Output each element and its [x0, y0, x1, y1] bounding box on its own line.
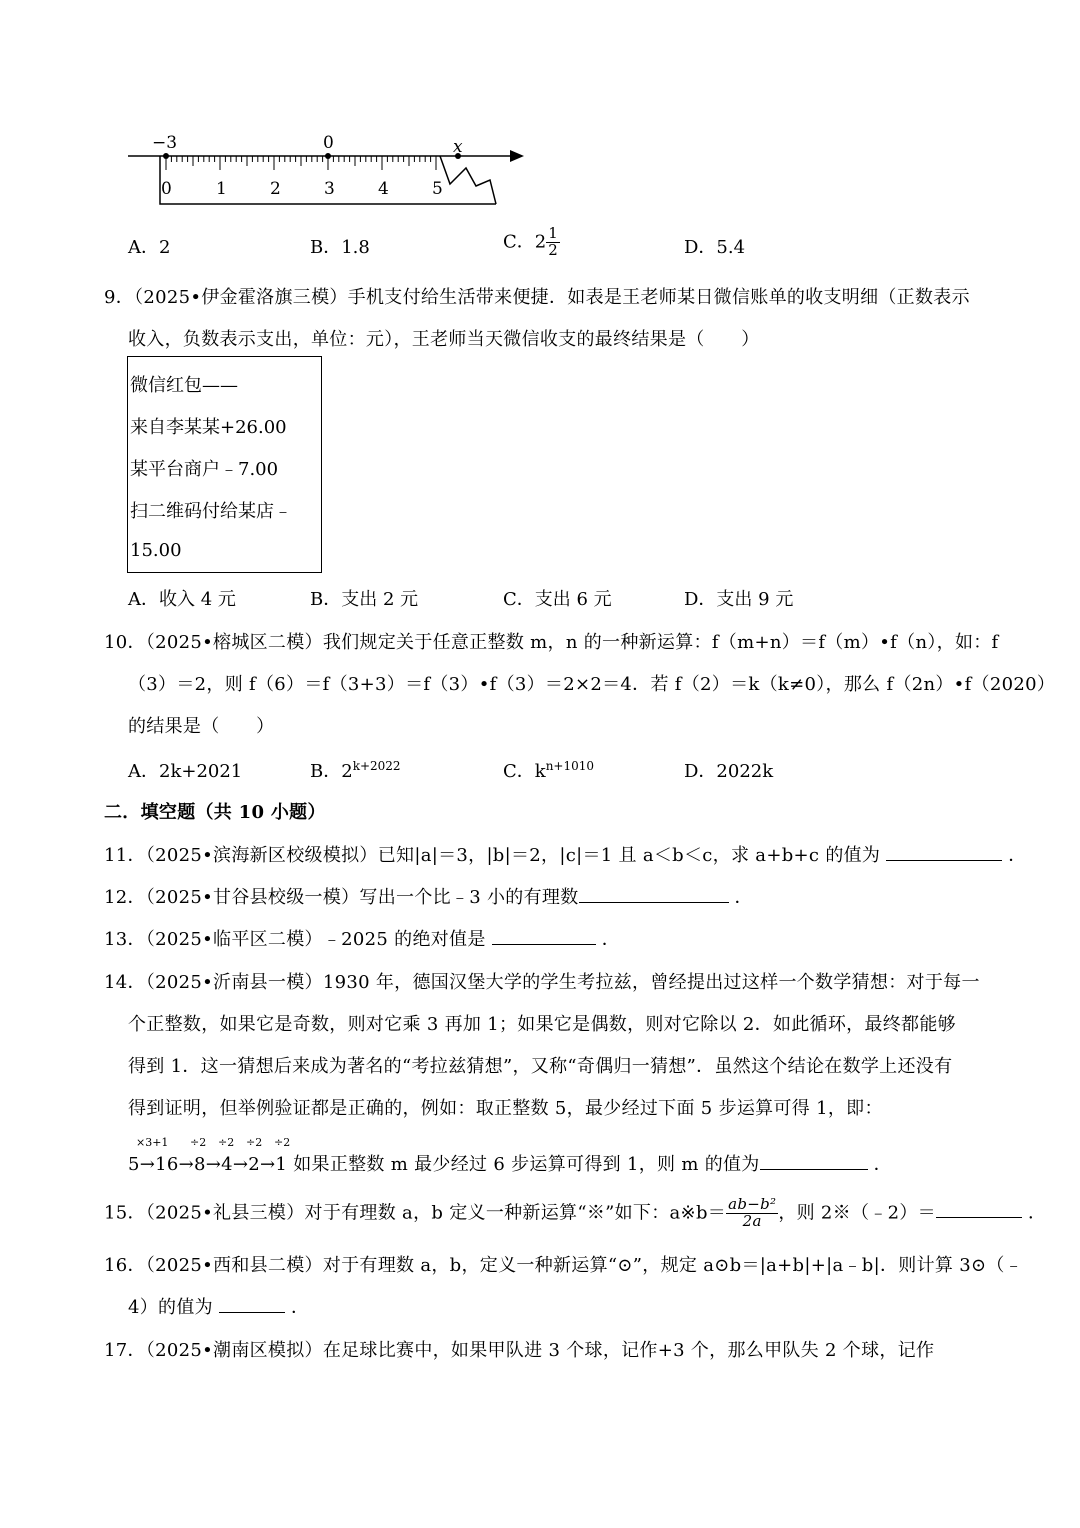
q16 — [128, 1293, 309, 1319]
q9-option-a: A．收入 4 元 — [128, 589, 236, 610]
q8-option-c-prefix: C．2 — [503, 231, 547, 253]
q10-option-a: A．2k+2021 — [128, 761, 243, 782]
op-label: ÷2 — [246, 1136, 263, 1149]
q10-line-1: 10．（2025•榕城区二模）我们规定关于任意正整数 m，n 的一种新运算：f（m+n）＝f（m）•f（n），如：f — [104, 632, 999, 653]
label-neg3: −3 — [152, 133, 178, 153]
q13-end: ． — [601, 929, 621, 950]
q8-option-c — [503, 226, 560, 259]
q17-line-1: 17．（2025•潮南区模拟）在足球比赛中，如果甲队进 3 个球，记作+3 个，那么甲队失 2 个球，记作 — [104, 1340, 935, 1361]
ruler-label-4: 4 — [378, 179, 389, 199]
q14-line-1: 14．（2025•沂南县一模）1930 年，德国汉堡大学的学生考拉兹，曾经提出过这样一个数学猜想：对于每一 — [104, 972, 980, 993]
q11-text: 11．（2025•滨海新区校级模拟）已知|a|＝3，|b|＝2，|c|＝1 且 a＜b＜c，求 a+b+c 的值为 — [104, 845, 881, 866]
q9-option-c: C．支出 6 元 — [503, 589, 612, 610]
q11 — [104, 841, 1027, 867]
q13 — [104, 925, 620, 951]
q12-end: ． — [734, 887, 753, 908]
bill-line: 扫二维码付给某店﹣ — [130, 501, 292, 522]
q10-line-2: （3）＝2，则 f（6）＝f（3+3）＝f（3）•f（3）＝2×2＝4．若 f（2）＝k（k≠0），那么 f（2n）•f（2020） — [128, 674, 1056, 695]
q16-answer-blank[interactable] — [219, 1294, 285, 1313]
q11-answer-blank[interactable] — [886, 842, 1002, 861]
bill-line: 15.00 — [130, 540, 182, 561]
q14-answer-blank[interactable] — [760, 1151, 868, 1170]
label-zero-top: 0 — [323, 133, 334, 153]
op-label: ×3+1 — [136, 1136, 169, 1149]
ruler-label-3: 3 — [324, 179, 335, 199]
q8-option-d: D．5.4 — [684, 237, 746, 258]
q8-option-b: B．1.8 — [310, 237, 370, 258]
section-heading: 二．填空题（共 10 小题） — [104, 802, 326, 823]
fraction-numerator: 1 — [548, 224, 558, 242]
q16-line-1: 16．（2025•西和县二模）对于有理数 a，b，定义一种新运算“⊙”，规定 a⊙b＝|a+b|+|a﹣b|．则计算 3⊙（﹣ — [104, 1255, 1023, 1276]
wechat-bill-box — [127, 356, 322, 573]
op-label: ÷2 — [274, 1136, 291, 1149]
bill-line: 微信红包—— — [130, 375, 238, 396]
q11-end: ． — [1008, 845, 1027, 866]
q10-option-c-base: C．k — [503, 761, 546, 782]
q12-answer-blank[interactable] — [579, 884, 729, 903]
q10-option-b-exponent: k+2022 — [352, 759, 401, 773]
q14-line-2: 个正整数，如果它是奇数，则对它乘 3 再加 1；如果它是偶数，则对它除以 2．如此循环，最终都能够 — [128, 1014, 956, 1035]
q12-text: 12．（2025•甘谷县校级一模）写出一个比﹣3 小的有理数 — [104, 887, 579, 908]
q9-line-1: 9．（2025•伊金霍洛旗三模）手机支付给生活带来便捷．如表是王老师某日微信账单的收支明细（正数表示 — [104, 287, 970, 308]
bill-line: 来自李某某+26.00 — [130, 417, 287, 438]
ruler-label-1: 1 — [216, 179, 227, 199]
q16-text: 4）的值为 — [128, 1297, 213, 1318]
q8-option-c-fraction — [546, 226, 560, 259]
q15-answer-blank[interactable] — [936, 1199, 1022, 1218]
ruler-label-5: 5 — [432, 179, 443, 199]
q9-option-d: D．支出 9 元 — [684, 589, 794, 610]
ruler-label-2: 2 — [270, 179, 281, 199]
fraction-denominator: 2 — [548, 240, 558, 259]
q15-end: ． — [1027, 1202, 1047, 1224]
q15-text-2: ，则 2※（﹣2）＝ — [778, 1202, 936, 1224]
q10-option-b-base: B．2 — [310, 761, 353, 782]
q15-text: 15．（2025•礼县三模）对于有理数 a，b 定义一种新运算“※”如下：a※b＝ — [104, 1202, 727, 1224]
q8-option-a: A．2 — [128, 237, 171, 258]
q15 — [104, 1197, 1046, 1230]
q16-end: ． — [291, 1297, 310, 1318]
q9-option-b: B．支出 2 元 — [310, 589, 419, 610]
fraction-numerator: ab−b² — [728, 1195, 777, 1213]
q9-line-2: 收入，负数表示支出，单位：元），王老师当天微信收支的最终结果是（ ） — [128, 329, 760, 350]
op-label: ÷2 — [190, 1136, 207, 1149]
q13-text: 13．（2025•临平区二模）﹣2025 的绝对值是 — [104, 929, 486, 950]
fraction-denominator: 2a — [742, 1211, 762, 1230]
q10-line-3: 的结果是（ ） — [128, 716, 275, 737]
q14-line-3: 得到 1．这一猜想后来成为著名的“考拉兹猜想”，又称“奇偶归一猜想”．虽然这个结论在数学上还没有 — [128, 1056, 953, 1077]
label-x: x — [453, 137, 463, 157]
ruler-label-0: 0 — [161, 179, 172, 199]
bill-line: 某平台商户﹣7.00 — [130, 459, 279, 480]
q14-question: 如果正整数 m 最少经过 6 步运算可得到 1，则 m 的值为 — [293, 1154, 760, 1175]
q10-option-d: D．2022k — [684, 761, 774, 782]
q10-option-c-exponent: n+1010 — [545, 759, 595, 773]
q13-answer-blank[interactable] — [492, 926, 596, 945]
number-line-figure — [120, 128, 540, 212]
q14-end: ． — [873, 1154, 892, 1175]
q14-line-5 — [128, 1150, 892, 1176]
q10-option-c — [503, 757, 594, 783]
q14-line-4: 得到证明，但举例验证都是正确的，例如：取正整数 5，最少经过下面 5 步运算可得 1，即： — [128, 1098, 883, 1119]
collatz-chain: 5→16→8→4→2→1 — [128, 1154, 288, 1175]
op-label: ÷2 — [218, 1136, 235, 1149]
q10-option-b — [310, 757, 401, 783]
q15-fraction — [726, 1197, 778, 1230]
q12 — [104, 883, 753, 909]
